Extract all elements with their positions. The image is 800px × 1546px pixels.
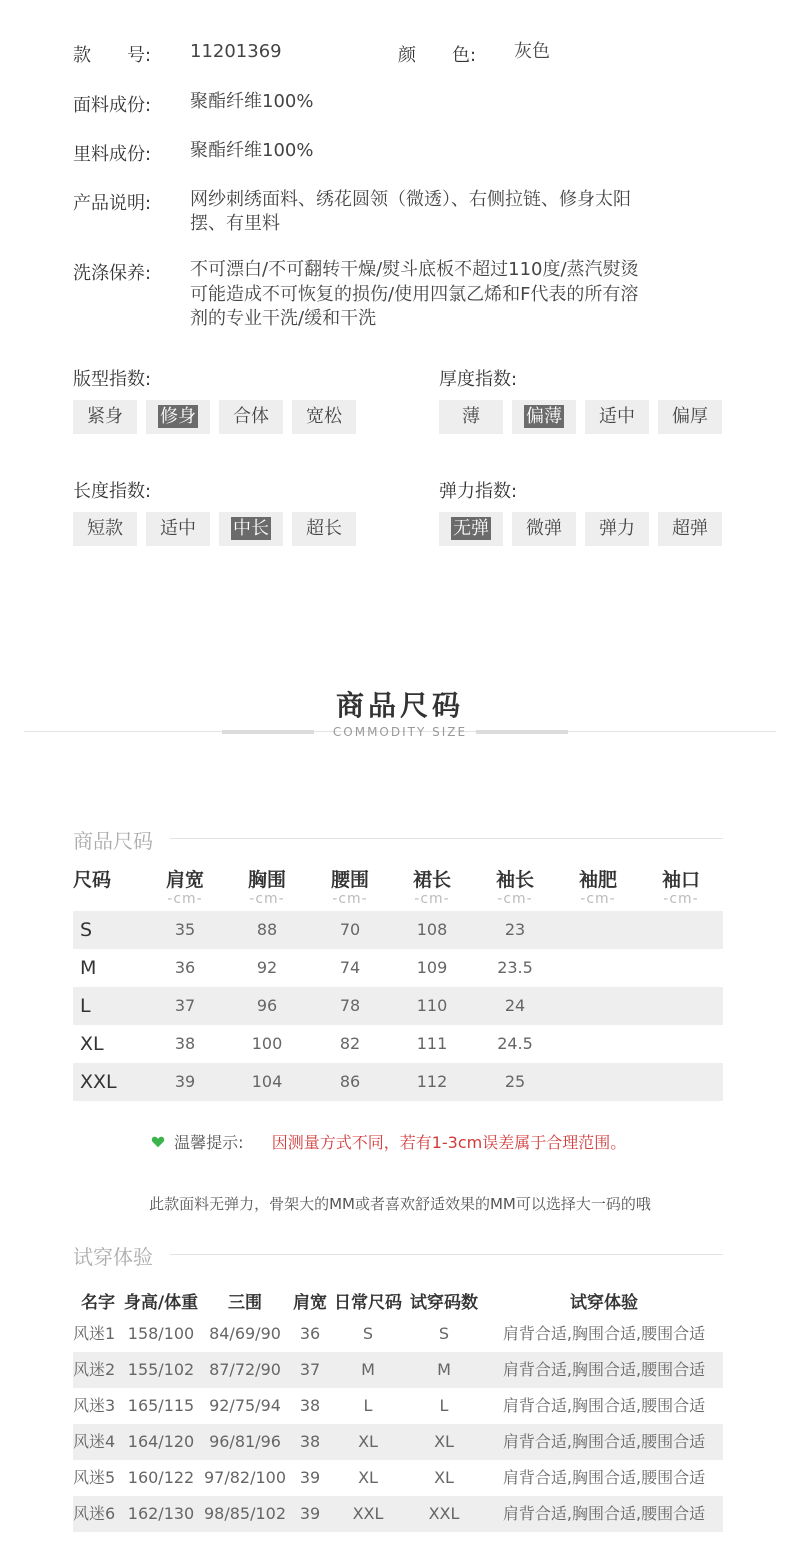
fabric-value: 聚酯纤维100% <box>190 91 314 112</box>
tryon-cell: 162/130 <box>127 1504 195 1523</box>
tryon-col-header: 三围 <box>228 1293 262 1313</box>
size-col-unit: -cm- <box>332 891 368 907</box>
tryon-row <box>73 1496 723 1532</box>
tryon-cell: 87/72/90 <box>209 1360 281 1379</box>
elasticity-index-title: 弹力指数: <box>439 481 518 502</box>
size-cell: 96 <box>256 996 278 1015</box>
tryon-cell: L <box>439 1396 449 1415</box>
size-cell: 23 <box>504 920 526 939</box>
tryon-cell: 158/100 <box>127 1324 195 1343</box>
tryon-cell: 38 <box>299 1432 321 1451</box>
size-cell <box>566 911 630 949</box>
tryon-cell: 风迷4 <box>73 1432 116 1451</box>
size-cell: 70 <box>339 920 361 939</box>
tryon-cell: XXL <box>428 1504 460 1523</box>
tryon-row <box>73 1424 723 1460</box>
size-col-unit: -cm- <box>249 891 285 907</box>
tryon-cell: 155/102 <box>127 1360 195 1379</box>
wash-care-line-3: 剂的专业干洗/缓和干洗 <box>190 308 377 329</box>
tryon-cell: 肩背合适,胸围合适,腰围合适 <box>502 1324 706 1343</box>
thickness-option-label: 薄 <box>462 406 480 427</box>
tryon-col-header: 日常尺码 <box>334 1293 402 1313</box>
tryon-cell: 84/69/90 <box>209 1324 281 1343</box>
tryon-col-header: 身高/体重 <box>123 1293 199 1313</box>
size-cell: 111 <box>416 1034 448 1053</box>
length-option <box>292 512 356 546</box>
size-col-header: 袖肥 <box>578 869 617 891</box>
size-cell <box>649 911 713 949</box>
size-col-header: 尺码 <box>73 869 112 891</box>
size-cell: 100 <box>251 1034 283 1053</box>
tryon-cell: L <box>363 1396 373 1415</box>
tryon-cell: XL <box>358 1432 378 1451</box>
tryon-cell: XXL <box>352 1504 384 1523</box>
size-row <box>73 949 723 987</box>
size-table-title-rule <box>170 838 723 839</box>
tryon-cell: M <box>361 1360 375 1379</box>
heart-icon <box>151 1135 165 1149</box>
tryon-row <box>73 1352 723 1388</box>
elasticity-option-label: 弹力 <box>599 518 635 539</box>
tryon-cell: S <box>438 1324 450 1343</box>
size-cell <box>649 987 713 1025</box>
size-cell: 36 <box>174 958 196 977</box>
size-col-unit: -cm- <box>167 891 203 907</box>
style-no-value: 11201369 <box>190 41 282 62</box>
thickness-index-title: 厚度指数: <box>439 369 518 390</box>
length-option <box>219 512 283 546</box>
tryon-cell: 165/115 <box>127 1396 195 1415</box>
size-cell <box>566 1025 630 1063</box>
size-cell: 92 <box>256 958 278 977</box>
length-option <box>146 512 210 546</box>
elasticity-option <box>585 512 649 546</box>
tryon-col-header: 试穿体验 <box>570 1293 638 1313</box>
tryon-col-header: 名字 <box>81 1293 115 1313</box>
size-col-unit: -cm- <box>414 891 450 907</box>
tryon-table-title: 试穿体验 <box>73 1245 153 1269</box>
size-cell: L <box>80 995 91 1017</box>
size-cell: M <box>80 957 97 979</box>
tryon-cell: 风迷6 <box>73 1504 116 1523</box>
tip-line <box>151 1130 626 1153</box>
fabric-note: 此款面料无弹力，骨架大的MM或者喜欢舒适效果的MM可以选择大一码的哦 <box>149 1195 651 1213</box>
size-cell: XL <box>80 1033 104 1055</box>
tip-label: 温馨提示: <box>174 1133 244 1152</box>
lining-value: 聚酯纤维100% <box>190 140 314 161</box>
tryon-cell: XL <box>434 1468 454 1487</box>
size-cell: 86 <box>339 1072 361 1091</box>
size-cell: 24 <box>504 996 526 1015</box>
tryon-col-header: 肩宽 <box>293 1293 327 1313</box>
tryon-cell: S <box>362 1324 374 1343</box>
tryon-cell: 风迷2 <box>73 1360 116 1379</box>
size-cell: 78 <box>339 996 361 1015</box>
color-value: 灰色 <box>514 41 550 62</box>
style-no-label: 款 号: <box>73 45 152 66</box>
fit-option <box>146 400 210 434</box>
tryon-cell: 38 <box>299 1396 321 1415</box>
size-col-header: 胸围 <box>247 869 286 891</box>
elasticity-option <box>512 512 576 546</box>
size-cell: 110 <box>416 996 448 1015</box>
tryon-cell: 肩背合适,胸围合适,腰围合适 <box>502 1504 706 1523</box>
size-cell: 112 <box>416 1072 448 1091</box>
fit-option <box>73 400 137 434</box>
size-cell <box>566 1063 630 1101</box>
elasticity-option <box>439 512 503 546</box>
size-cell: 82 <box>339 1034 361 1053</box>
size-cell: 23.5 <box>497 958 533 977</box>
size-col-header: 肩宽 <box>165 869 204 891</box>
size-cell: XXL <box>80 1071 117 1093</box>
fit-option <box>292 400 356 434</box>
tryon-cell: M <box>437 1360 451 1379</box>
tryon-cell: 肩背合适,胸围合适,腰围合适 <box>502 1360 706 1379</box>
length-option-label: 适中 <box>160 518 196 539</box>
description-line-2: 摆、有里料 <box>190 213 280 234</box>
tryon-cell: 风迷3 <box>73 1396 116 1415</box>
tryon-cell: 97/82/100 <box>204 1468 287 1487</box>
elasticity-option-label: 微弹 <box>526 518 562 539</box>
tryon-col-header: 试穿码数 <box>410 1293 478 1313</box>
thickness-option-label: 适中 <box>599 406 635 427</box>
tryon-table-title-rule <box>170 1254 723 1255</box>
thickness-option <box>512 400 576 434</box>
color-label: 颜 色: <box>398 45 477 66</box>
length-option-label: 短款 <box>87 518 123 539</box>
size-cell <box>649 1025 713 1063</box>
length-index-title: 长度指数: <box>73 481 152 502</box>
length-option <box>73 512 137 546</box>
size-cell: 88 <box>256 920 278 939</box>
length-option-label: 超长 <box>306 518 342 539</box>
size-col-unit: -cm- <box>497 891 533 907</box>
thickness-option-label: 偏薄 <box>526 406 562 427</box>
size-cell <box>649 1063 713 1101</box>
size-col-header: 袖口 <box>661 869 700 891</box>
size-col-unit: -cm- <box>663 891 699 907</box>
tryon-cell: XL <box>358 1468 378 1487</box>
elasticity-option <box>658 512 722 546</box>
wash-care-line-1: 不可漂白/不可翻转干燥/熨斗底板不超过110度/蒸汽熨烫 <box>190 259 639 280</box>
tryon-cell: 39 <box>299 1504 321 1523</box>
tip-text: 因测量方式不同，若有1-3cm误差属于合理范围。 <box>271 1133 627 1152</box>
tryon-cell: 39 <box>299 1468 321 1487</box>
tryon-cell: 肩背合适,胸围合适,腰围合适 <box>502 1468 706 1487</box>
tryon-cell: 96/81/96 <box>209 1432 281 1451</box>
size-section-title: 商品尺码 <box>335 689 464 722</box>
size-table-title: 商品尺码 <box>73 829 153 853</box>
fit-option-label: 合体 <box>233 406 269 427</box>
size-cell: 35 <box>174 920 196 939</box>
tryon-cell: 肩背合适,胸围合适,腰围合适 <box>502 1432 706 1451</box>
size-cell <box>566 949 630 987</box>
size-cell: 108 <box>416 920 448 939</box>
size-cell: 74 <box>339 958 361 977</box>
tryon-cell: 98/85/102 <box>204 1504 287 1523</box>
description-line-1: 网纱刺绣面料、绣花圆领（微透）、右侧拉链、修身太阳 <box>190 189 631 210</box>
size-row <box>73 911 723 949</box>
tryon-cell: 风迷5 <box>73 1468 116 1487</box>
tryon-cell: 36 <box>299 1324 321 1343</box>
fit-option-label: 紧身 <box>87 406 123 427</box>
size-cell: 24.5 <box>497 1034 533 1053</box>
fit-option-label: 宽松 <box>306 406 342 427</box>
fit-option-label: 修身 <box>160 406 196 427</box>
size-cell: S <box>80 919 93 941</box>
fit-option <box>219 400 283 434</box>
tryon-cell: 肩背合适,胸围合适,腰围合适 <box>502 1396 706 1415</box>
size-row <box>73 1063 723 1101</box>
tryon-cell: 92/75/94 <box>209 1396 281 1415</box>
elasticity-option-label: 超弹 <box>672 518 708 539</box>
size-cell: 25 <box>504 1072 526 1091</box>
fabric-label: 面料成份: <box>73 95 152 116</box>
size-cell <box>649 949 713 987</box>
tryon-row <box>73 1316 723 1352</box>
size-col-header: 裙长 <box>412 869 451 891</box>
size-col-header: 腰围 <box>330 869 369 891</box>
tryon-cell: 164/120 <box>127 1432 195 1451</box>
fit-index-title: 版型指数: <box>73 369 152 390</box>
lining-label: 里料成份: <box>73 144 152 165</box>
size-cell: 109 <box>416 958 448 977</box>
length-option-label: 中长 <box>233 518 269 539</box>
size-col-unit: -cm- <box>580 891 616 907</box>
tryon-row <box>73 1460 723 1496</box>
wash-care-label: 洗涤保养: <box>73 263 152 284</box>
size-row <box>73 1025 723 1063</box>
wash-care-line-2: 可能造成不可恢复的损伤/使用四氯乙烯和F代表的所有溶 <box>190 284 639 305</box>
thickness-option <box>658 400 722 434</box>
size-cell: 38 <box>174 1034 196 1053</box>
description-label: 产品说明: <box>73 193 152 214</box>
thickness-option <box>585 400 649 434</box>
size-row <box>73 987 723 1025</box>
tryon-cell: XL <box>434 1432 454 1451</box>
size-cell: 104 <box>251 1072 283 1091</box>
thickness-option <box>439 400 503 434</box>
tryon-row <box>73 1388 723 1424</box>
size-cell: 37 <box>174 996 196 1015</box>
tryon-cell: 风迷1 <box>73 1324 116 1343</box>
thickness-option-label: 偏厚 <box>672 406 708 427</box>
size-cell: 39 <box>174 1072 196 1091</box>
size-cell <box>566 987 630 1025</box>
size-col-header: 袖长 <box>495 869 534 891</box>
elasticity-option-label: 无弹 <box>453 518 489 539</box>
tryon-cell: 37 <box>299 1360 321 1379</box>
tryon-cell: 160/122 <box>127 1468 195 1487</box>
size-section-subtitle: COMMODITY SIZE <box>332 725 468 739</box>
